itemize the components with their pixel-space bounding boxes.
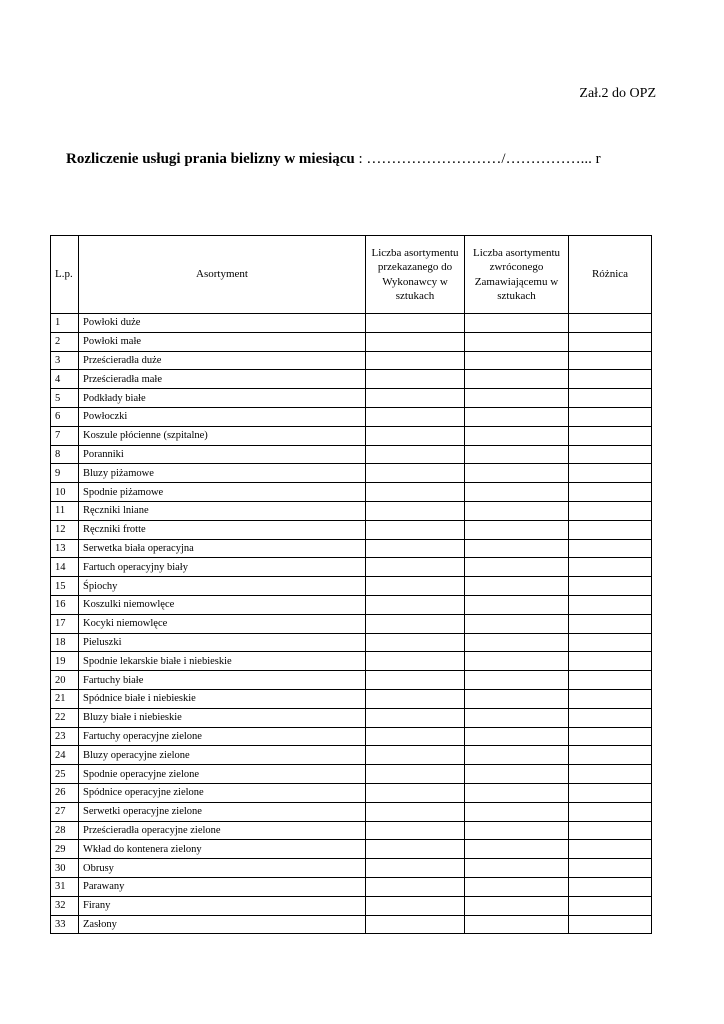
- row-handed-cell[interactable]: [366, 633, 465, 652]
- table-row: [51, 765, 652, 784]
- row-lp: 33: [51, 915, 79, 934]
- table-row: [51, 577, 652, 596]
- annex-label: Zał.2 do OPZ: [579, 86, 656, 101]
- row-lp: 23: [51, 727, 79, 746]
- table-row: [51, 539, 652, 558]
- row-returned-cell[interactable]: [465, 445, 569, 464]
- row-returned-cell[interactable]: [465, 577, 569, 596]
- row-returned-cell[interactable]: [465, 351, 569, 370]
- row-lp: 28: [51, 821, 79, 840]
- row-returned-cell[interactable]: [465, 407, 569, 426]
- row-item: Pieluszki: [79, 633, 366, 652]
- row-handed-cell[interactable]: [366, 595, 465, 614]
- row-diff-cell[interactable]: [569, 351, 652, 370]
- table-row: [51, 783, 652, 802]
- row-handed-cell[interactable]: [366, 539, 465, 558]
- table-row: [51, 370, 652, 389]
- table-row: [51, 614, 652, 633]
- row-item: Ręczniki lniane: [79, 501, 366, 520]
- row-lp: 15: [51, 577, 79, 596]
- row-diff-cell[interactable]: [569, 539, 652, 558]
- row-diff-cell[interactable]: [569, 859, 652, 878]
- row-item: Bluzy piżamowe: [79, 464, 366, 483]
- table-header-row: [51, 236, 652, 314]
- row-handed-cell[interactable]: [366, 652, 465, 671]
- row-returned-cell[interactable]: [465, 558, 569, 577]
- row-lp: 20: [51, 671, 79, 690]
- row-lp: 27: [51, 802, 79, 821]
- row-lp: 8: [51, 445, 79, 464]
- header-item: Asortyment: [79, 236, 366, 314]
- row-item: Parawany: [79, 877, 366, 896]
- row-lp: 4: [51, 370, 79, 389]
- row-diff-cell[interactable]: [569, 520, 652, 539]
- row-lp: 13: [51, 539, 79, 558]
- row-item: Ręczniki frotte: [79, 520, 366, 539]
- row-handed-cell[interactable]: [366, 821, 465, 840]
- table-row: [51, 314, 652, 333]
- row-handed-cell[interactable]: [366, 558, 465, 577]
- table-row: [51, 426, 652, 445]
- row-diff-cell[interactable]: [569, 840, 652, 859]
- row-handed-cell[interactable]: [366, 407, 465, 426]
- row-returned-cell[interactable]: [465, 614, 569, 633]
- row-returned-cell[interactable]: [465, 633, 569, 652]
- row-item: Spodnie piżamowe: [79, 483, 366, 502]
- table-row: [51, 407, 652, 426]
- row-diff-cell[interactable]: [569, 896, 652, 915]
- row-lp: 21: [51, 689, 79, 708]
- row-returned-cell[interactable]: [465, 332, 569, 351]
- row-returned-cell[interactable]: [465, 746, 569, 765]
- table-row: [51, 520, 652, 539]
- title-date-placeholder: : ………………………/……………... r: [354, 151, 601, 167]
- row-handed-cell[interactable]: [366, 614, 465, 633]
- row-returned-cell[interactable]: [465, 501, 569, 520]
- row-item: Serwetki operacyjne zielone: [79, 802, 366, 821]
- row-item: Bluzy operacyjne zielone: [79, 746, 366, 765]
- row-diff-cell[interactable]: [569, 389, 652, 408]
- row-item: Fartuchy operacyjne zielone: [79, 727, 366, 746]
- row-handed-cell[interactable]: [366, 426, 465, 445]
- row-diff-cell[interactable]: [569, 915, 652, 934]
- row-lp: 12: [51, 520, 79, 539]
- row-returned-cell[interactable]: [465, 483, 569, 502]
- row-returned-cell[interactable]: [465, 840, 569, 859]
- table-row: [51, 464, 652, 483]
- row-item: Podkłady białe: [79, 389, 366, 408]
- row-diff-cell[interactable]: [569, 671, 652, 690]
- row-lp: 6: [51, 407, 79, 426]
- table-row: [51, 708, 652, 727]
- row-returned-cell[interactable]: [465, 877, 569, 896]
- row-diff-cell[interactable]: [569, 746, 652, 765]
- row-item: Spodnie operacyjne zielone: [79, 765, 366, 784]
- table-row: [51, 389, 652, 408]
- row-handed-cell[interactable]: [366, 802, 465, 821]
- row-lp: 30: [51, 859, 79, 878]
- row-returned-cell[interactable]: [465, 370, 569, 389]
- row-diff-cell[interactable]: [569, 633, 652, 652]
- table-row: [51, 558, 652, 577]
- row-diff-cell[interactable]: [569, 464, 652, 483]
- row-returned-cell[interactable]: [465, 802, 569, 821]
- row-returned-cell[interactable]: [465, 783, 569, 802]
- table-row: [51, 746, 652, 765]
- row-lp: 14: [51, 558, 79, 577]
- table-row: [51, 501, 652, 520]
- row-item: Powłoki duże: [79, 314, 366, 333]
- row-returned-cell[interactable]: [465, 652, 569, 671]
- row-item: Poranniki: [79, 445, 366, 464]
- row-returned-cell[interactable]: [465, 689, 569, 708]
- row-lp: 2: [51, 332, 79, 351]
- settlement-table: [50, 235, 652, 934]
- row-lp: 26: [51, 783, 79, 802]
- row-diff-cell[interactable]: [569, 877, 652, 896]
- row-diff-cell[interactable]: [569, 614, 652, 633]
- row-lp: 24: [51, 746, 79, 765]
- row-item: Obrusy: [79, 859, 366, 878]
- row-handed-cell[interactable]: [366, 351, 465, 370]
- table-row: [51, 332, 652, 351]
- header-diff: Różnica: [569, 236, 652, 314]
- row-handed-cell[interactable]: [366, 915, 465, 934]
- row-lp: 22: [51, 708, 79, 727]
- row-lp: 1: [51, 314, 79, 333]
- row-lp: 19: [51, 652, 79, 671]
- table-row: [51, 877, 652, 896]
- row-item: Bluzy białe i niebieskie: [79, 708, 366, 727]
- row-item: Spódnice białe i niebieskie: [79, 689, 366, 708]
- row-lp: 7: [51, 426, 79, 445]
- table-row: [51, 671, 652, 690]
- table-row: [51, 351, 652, 370]
- row-item: Spódnice operacyjne zielone: [79, 783, 366, 802]
- row-diff-cell[interactable]: [569, 332, 652, 351]
- row-diff-cell[interactable]: [569, 483, 652, 502]
- row-diff-cell[interactable]: [569, 426, 652, 445]
- table-row: [51, 859, 652, 878]
- row-diff-cell[interactable]: [569, 765, 652, 784]
- header-returned: Liczba asortymentu zwróconego Zamawiającemu w sztukach: [465, 236, 569, 314]
- row-diff-cell[interactable]: [569, 595, 652, 614]
- table-row: [51, 802, 652, 821]
- row-diff-cell[interactable]: [569, 689, 652, 708]
- row-item: Kocyki niemowlęce: [79, 614, 366, 633]
- row-lp: 10: [51, 483, 79, 502]
- row-handed-cell[interactable]: [366, 483, 465, 502]
- table-row: [51, 896, 652, 915]
- row-returned-cell[interactable]: [465, 539, 569, 558]
- row-returned-cell[interactable]: [465, 595, 569, 614]
- row-handed-cell[interactable]: [366, 314, 465, 333]
- row-item: Prześcieradła duże: [79, 351, 366, 370]
- row-lp: 18: [51, 633, 79, 652]
- row-returned-cell[interactable]: [465, 464, 569, 483]
- row-item: Powłoki małe: [79, 332, 366, 351]
- table-row: [51, 595, 652, 614]
- row-item: Koszulki niemowlęce: [79, 595, 366, 614]
- row-diff-cell[interactable]: [569, 558, 652, 577]
- row-lp: 16: [51, 595, 79, 614]
- row-handed-cell[interactable]: [366, 520, 465, 539]
- row-handed-cell[interactable]: [366, 464, 465, 483]
- row-handed-cell[interactable]: [366, 332, 465, 351]
- table-row: [51, 633, 652, 652]
- row-item: Spodnie lekarskie białe i niebieskie: [79, 652, 366, 671]
- row-returned-cell[interactable]: [465, 915, 569, 934]
- row-diff-cell[interactable]: [569, 821, 652, 840]
- title-bold: Rozliczenie usługi prania bielizny w miesiącu: [66, 151, 355, 167]
- row-handed-cell[interactable]: [366, 877, 465, 896]
- row-lp: 25: [51, 765, 79, 784]
- table-row: [51, 727, 652, 746]
- row-handed-cell[interactable]: [366, 746, 465, 765]
- row-diff-cell[interactable]: [569, 652, 652, 671]
- row-item: Fartuch operacyjny biały: [79, 558, 366, 577]
- row-handed-cell[interactable]: [366, 370, 465, 389]
- row-diff-cell[interactable]: [569, 314, 652, 333]
- row-handed-cell[interactable]: [366, 783, 465, 802]
- row-handed-cell[interactable]: [366, 727, 465, 746]
- row-lp: 29: [51, 840, 79, 859]
- header-lp: L.p.: [51, 236, 79, 314]
- row-handed-cell[interactable]: [366, 577, 465, 596]
- row-diff-cell[interactable]: [569, 370, 652, 389]
- row-diff-cell[interactable]: [569, 501, 652, 520]
- table-row: [51, 483, 652, 502]
- row-diff-cell[interactable]: [569, 445, 652, 464]
- row-handed-cell[interactable]: [366, 859, 465, 878]
- row-item: Prześcieradła małe: [79, 370, 366, 389]
- row-returned-cell[interactable]: [465, 314, 569, 333]
- row-item: Zasłony: [79, 915, 366, 934]
- row-handed-cell[interactable]: [366, 689, 465, 708]
- row-returned-cell[interactable]: [465, 520, 569, 539]
- row-returned-cell[interactable]: [465, 765, 569, 784]
- row-item: Powłoczki: [79, 407, 366, 426]
- row-item: Fartuchy białe: [79, 671, 366, 690]
- row-item: Firany: [79, 896, 366, 915]
- row-lp: 32: [51, 896, 79, 915]
- row-diff-cell[interactable]: [569, 407, 652, 426]
- row-handed-cell[interactable]: [366, 708, 465, 727]
- row-diff-cell[interactable]: [569, 577, 652, 596]
- row-diff-cell[interactable]: [569, 783, 652, 802]
- row-lp: 9: [51, 464, 79, 483]
- table-row: [51, 652, 652, 671]
- row-returned-cell[interactable]: [465, 859, 569, 878]
- table-row: [51, 445, 652, 464]
- table-row: [51, 840, 652, 859]
- header-handed: Liczba asortymentu przekazanego do Wykonawcy w sztukach: [366, 236, 465, 314]
- row-handed-cell[interactable]: [366, 671, 465, 690]
- row-diff-cell[interactable]: [569, 727, 652, 746]
- row-handed-cell[interactable]: [366, 389, 465, 408]
- row-handed-cell[interactable]: [366, 765, 465, 784]
- row-item: Koszule płócienne (szpitalne): [79, 426, 366, 445]
- row-handed-cell[interactable]: [366, 896, 465, 915]
- row-item: Śpiochy: [79, 577, 366, 596]
- table-row: [51, 915, 652, 934]
- row-handed-cell[interactable]: [366, 501, 465, 520]
- row-returned-cell[interactable]: [465, 671, 569, 690]
- row-diff-cell[interactable]: [569, 802, 652, 821]
- row-handed-cell[interactable]: [366, 840, 465, 859]
- row-handed-cell[interactable]: [366, 445, 465, 464]
- page-title: [66, 151, 601, 168]
- table-row: [51, 821, 652, 840]
- row-returned-cell[interactable]: [465, 727, 569, 746]
- row-item: Serwetka biała operacyjna: [79, 539, 366, 558]
- row-lp: 11: [51, 501, 79, 520]
- row-returned-cell[interactable]: [465, 708, 569, 727]
- row-item: Wkład do kontenera zielony: [79, 840, 366, 859]
- row-lp: 5: [51, 389, 79, 408]
- row-returned-cell[interactable]: [465, 821, 569, 840]
- row-returned-cell[interactable]: [465, 426, 569, 445]
- row-lp: 3: [51, 351, 79, 370]
- row-item: Prześcieradła operacyjne zielone: [79, 821, 366, 840]
- row-returned-cell[interactable]: [465, 389, 569, 408]
- table-row: [51, 689, 652, 708]
- row-returned-cell[interactable]: [465, 896, 569, 915]
- row-lp: 17: [51, 614, 79, 633]
- row-diff-cell[interactable]: [569, 708, 652, 727]
- row-lp: 31: [51, 877, 79, 896]
